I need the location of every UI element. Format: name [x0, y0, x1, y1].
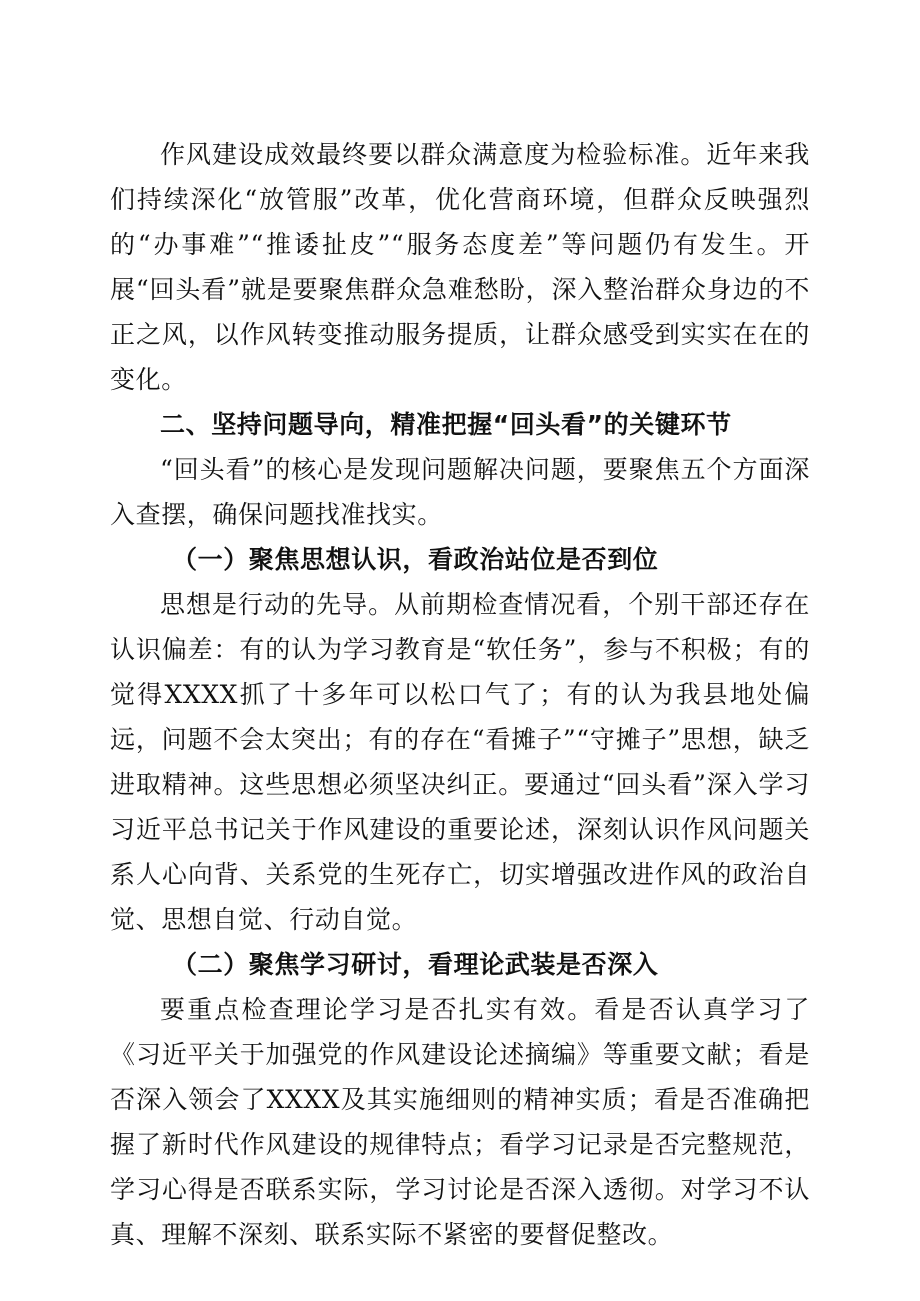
subsection-heading-study-discussion: （二）聚焦学习研讨，看理论武装是否深入	[172, 950, 659, 979]
paragraph-ideological-understanding: 思想是行动的先导。从前期检查情况看，个别干部还存在认识偏差：有的认为学习教育是“软任务”，参与不积极；有的觉得XXXX抓了十多年可以松口气了；有的认为我县地处偏远，问题不会太突出；有的存在“看摊子”“守摊子”思想，缺乏进取精神。这些思想必须坚决纠正。要通过“回头看”深入学习习近平总书记关于作风建设的重要论述，深刻认识作风问题关系人心向背、关系党的生死存亡，切实增强改进作风的政治自觉、思想自觉、行动自觉。	[110, 590, 810, 934]
paragraph-study-discussion: 要重点检查理论学习是否扎实有效。看是否认真学习了《习近平关于加强党的作风建设论述摘编》等重要文献；看是否深入领会了XXXX及其实施细则的精神实质；看是否准确把握了新时代作风建设的规律特点；看学习记录是否完整规范，学习心得是否联系实际，学习讨论是否深入透彻。对学习不认真、理解不深刻、联系实际不紧密的要督促整改。	[110, 995, 810, 1249]
subsection-heading-ideological-understanding: （一）聚焦思想认识，看政治站位是否到位	[172, 545, 659, 574]
paragraph-review-core: “回头看”的核心是发现问题解决问题，要聚焦五个方面深入查摆，确保问题找准找实。	[110, 455, 810, 529]
section-heading-problem-oriented: 二、坚持问题导向，精准把握“回头看”的关键环节	[160, 410, 732, 439]
document-body	[110, 132, 810, 1257]
paragraph-service-improvement: 作风建设成效最终要以群众满意度为检验标准。近年来我们持续深化“放管服”改革，优化营商环境，但群众反映强烈的“办事难”“推诿扯皮”“服务态度差”等问题仍有发生。开展“回头看”就是要聚焦群众急难愁盼，深入整治群众身边的不正之风，以作风转变推动服务提质，让群众感受到实实在在的变化。	[110, 140, 810, 394]
